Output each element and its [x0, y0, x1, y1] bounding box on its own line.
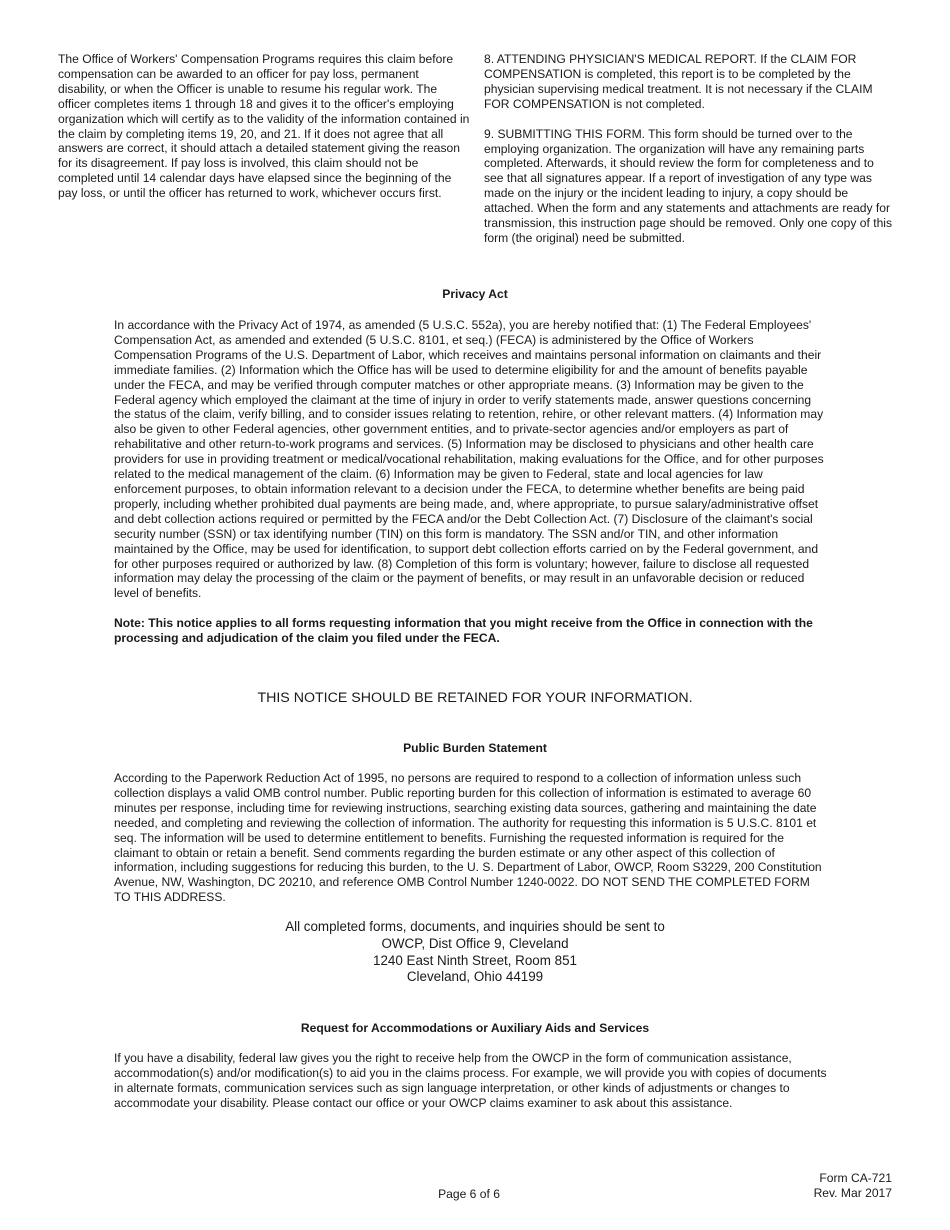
accommodations-body: If you have a disability, federal law gives you the right to receive help from the OWCP in the form of communication assistance, accommodation(s) and/or modification(s) to aid you in the claims process. For example, we will provide you with copies of documents in alternate formats, communication services such as sign language interpretation, or other kinds of adjustments or changes to accommodate your disability. Please contact our office or your OWCP claims examiner to ask about this assistance. [114, 1051, 827, 1110]
privacy-act-body: In accordance with the Privacy Act of 1974, as amended (5 U.S.C. 552a), you are hereby notified that: (1) The Federal Employees' Compensation Act, as amended and extended (5 U.S.C. 8101, et seq.) (FECA) is administered by the Office of Workers Compensation Programs of the U.S. Department of Labor, which receives and maintains personal information on claimants and their immediate families. (2) Information which the Office has will be used to determine eligibility for and the amount of benefits payable under the FECA, and may be verified through computer matches or other appropriate means. (3) Information may be given to the Federal agency which employed the claimant at the time of injury in order to verify statements made, answer questions concerning the status of the claim, verify billing, and to consider issues relating to retention, rehire, or other relevant matters. (4) Information may also be given to other Federal agencies, other government entities, and to private-sector agencies and/or employers as part of rehabilitative and other return-to-work programs and services. (5) Information may be disclosed to physicians and other health care providers for use in providing treatment or medical/vocational rehabilitation, making evaluations for the Office, and for other purposes related to the medical management of the claim. (6) Information may be given to Federal, state and local agencies for law enforcement purposes, to obtain information relevant to a decision under the FECA, to determine whether benefits are being paid properly, including whether prohibited dual payments are being made, and, where appropriate, to pursue salary/administrative offset and debt collection actions required or permitted by the FECA and/or the Debt Collection Act. (7) Disclosure of the claimant's social security number (SSN) or tax identifying number (TIN) on this form is mandatory. The SSN and/or TIN, and other information maintained by the Office, may be used for identification, to support debt collection efforts carried on by the Federal government, and for other purposes required or authorized by law. (8) Completion of this form is voluntary; however, failure to disclose all requested information may delay the processing of the claim or the payment of benefits, or may result in an unfavorable decision or reduced level of benefits. [114, 318, 824, 601]
privacy-act-note: Note: This notice applies to all forms requesting information that you might receive from the Office in connection with the processing and adjudication of the claim you filed under the FECA. [114, 616, 813, 646]
address-city-line: Cleveland, Ohio 44199 [406, 969, 544, 985]
left-instructions-column [58, 52, 470, 201]
right-instructions-column [484, 52, 894, 246]
page-number: Page 6 of 6 [438, 1187, 500, 1201]
privacy-act-heading: Privacy Act [442, 287, 508, 301]
address-street-line: 1240 East Ninth Street, Room 851 [373, 952, 577, 968]
address-intro-line: All completed forms, documents, and inquiries should be sent to [285, 919, 665, 934]
mailing-address-block [0, 919, 950, 986]
public-burden-body: According to the Paperwork Reduction Act of 1995, no persons are required to respond to a collection of information unless such collection displays a valid OMB control number. Public reporting burden for this collection of information is estimated to average 60 minutes per response, including time for reviewing instructions, searching existing data sources, gathering and maintaining the date needed, and completing and reviewing the collection of information. The authority for requesting this information is 5 U.S.C. 8101 et seq. The information will be used to determine entitlement to benefits. Furnishing the requested information is required for the claimant to obtain or retain a benefit. Send comments regarding the burden estimate or any other aspect of this collection of information, including suggestions for reducing this burden, to the U. S. Department of Labor, OWCP, Room S3229, 200 Constitution Avenue, NW, Washington, DC 20210, and reference OMB Control Number 1240-0022. DO NOT SEND THE COMPLETED FORM TO THIS ADDRESS. [114, 771, 822, 905]
public-burden-heading: Public Burden Statement [403, 741, 547, 755]
form-identifier [814, 1171, 892, 1201]
public-burden-section [114, 771, 828, 905]
form-number: Form CA-721 [819, 1171, 892, 1185]
item-8-physician-report-text: 8. ATTENDING PHYSICIAN'S MEDICAL REPORT. If the CLAIM FOR COMPENSATION is completed, this report is to be completed by the physician supervising medical treatment. It is not necessary if the CLAIM FOR COMPENSATION is not completed. [484, 52, 873, 111]
form-revision: Rev. Mar 2017 [813, 1186, 892, 1200]
item-9-submitting-form-text: 9. SUBMITTING THIS FORM. This form should be turned over to the employing organization. The organization will have any remaining parts completed. Afterwards, it should review the form for completeness and to see that all signatures appear. If a report of investigation of any type was made on the injury or the incident leading to injury, a copy should be attached. When the form and any statements and attachments are ready for transmission, this instruction page should be removed. Only one copy of this form (the original) need be submitted. [484, 126, 893, 245]
accommodations-section [114, 1051, 828, 1111]
claim-instructions-text: The Office of Workers' Compensation Programs requires this claim before compensation can be awarded to an officer for pay loss, permanent disability, or when the Officer is unable to resume his regular work. The officer completes items 1 through 18 and gives it to the officer's employing organization which will certify as to the validity of the information contained in the claim by completing items 19, 20, and 21. If it does not agree that all answers are correct, it should attach a detailed statement giving the reason for its disagreement. If pay loss is involved, this claim should not be completed until 14 calendar days have elapsed since the beginning of the pay loss, or until the officer has returned to work, whichever occurs first. [58, 52, 470, 201]
privacy-act-section [114, 318, 828, 646]
retain-notice: THIS NOTICE SHOULD BE RETAINED FOR YOUR INFORMATION. [257, 690, 693, 706]
accommodations-heading: Request for Accommodations or Auxiliary Aids and Services [300, 1021, 650, 1035]
address-office-line: OWCP, Dist Office 9, Cleveland [381, 935, 569, 951]
